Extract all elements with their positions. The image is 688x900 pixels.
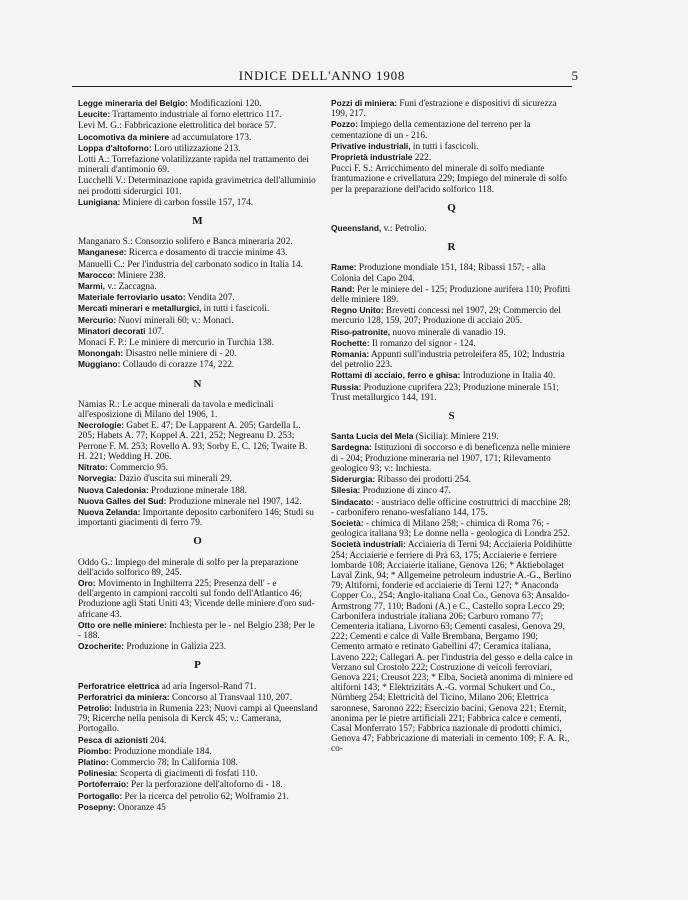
index-entry bbox=[78, 399, 318, 420]
index-entry bbox=[331, 305, 573, 326]
index-entry bbox=[78, 132, 318, 143]
entry-heading: Proprietà industriale bbox=[331, 152, 413, 163]
entry-heading: Posepny: bbox=[78, 801, 116, 812]
entry-heading: Petrolio: bbox=[78, 702, 112, 713]
entry-text: Dazio d'uscita sui minerali 29. bbox=[116, 474, 232, 485]
entry-text: Namias R.: Le acque minerali da tavola e medicinali all'esposizione di Milano del 1906, 1. bbox=[78, 399, 274, 421]
entry-text: ad accumulatore 173. bbox=[169, 132, 252, 143]
index-entry bbox=[331, 119, 573, 140]
entry-text: Onoranze 45 bbox=[115, 802, 166, 813]
index-entry bbox=[331, 497, 573, 518]
index-entry bbox=[331, 338, 573, 349]
entry-text: in tutti i fascicoli. bbox=[410, 141, 479, 152]
entry-text: Produzione minerale 188. bbox=[148, 485, 247, 496]
entry-heading: Romania: bbox=[331, 349, 370, 360]
entry-heading: Norvegia: bbox=[78, 473, 117, 484]
entry-text: Inchiesta per le - nel Belgio 238; Per le - 188. bbox=[78, 620, 315, 641]
index-entry bbox=[78, 154, 318, 175]
entry-text: Importante deposito carbonifero 146; Studi su importanti giacimenti di ferro 79. bbox=[78, 507, 314, 529]
entry-heading: Mercati minerari e metallurgici, bbox=[78, 303, 202, 314]
entry-text: 204. bbox=[147, 735, 167, 746]
entry-heading: Polinesia: bbox=[78, 768, 118, 779]
entry-heading: Nuova Zelanda: bbox=[78, 506, 141, 517]
entry-text: Appunti sull'industria petroleifera 85, 102; Industria del petrolio 223. bbox=[331, 350, 565, 371]
entry-heading: Platino: bbox=[78, 756, 109, 767]
entry-text: Brevetti concessi nel 1907, 29; Commercio del mercurio 128, 159, 207; Produzione di acciaio 205. bbox=[331, 306, 561, 327]
entry-text: Produzione minerale nel 1907, 142. bbox=[166, 496, 302, 507]
entry-text: Disastro nelle miniere di - 20. bbox=[123, 349, 237, 360]
entry-text: Funi d'estrazione e dispositivi di sicurezza 199, 217. bbox=[331, 99, 557, 120]
entry-text: Lucchelli V.: Determinazione rapida gravimetrica dell'alluminio nei prodotti siderurgici 101. bbox=[78, 176, 316, 197]
entry-heading: Perforatrici da miniera: bbox=[78, 691, 170, 702]
index-entry bbox=[331, 474, 573, 485]
index-entry bbox=[78, 507, 318, 528]
entry-heading: Portogallo: bbox=[78, 790, 123, 801]
index-entry bbox=[331, 327, 573, 338]
entry-text: Modificazioni 120. bbox=[187, 99, 262, 109]
entry-text: Produzione mondiale 151, 184; Ribassi 157; - alla Colonia del Capo 204. bbox=[331, 263, 546, 284]
entry-text: - austriaco delle officine costruttrici di macchine 28; - carbonifero renano-wesfaliano 144, 175. bbox=[331, 497, 571, 518]
index-entry bbox=[78, 757, 318, 768]
entry-heading: Società: bbox=[331, 517, 364, 528]
page-header bbox=[72, 66, 578, 87]
entry-heading: Piombo: bbox=[78, 745, 112, 756]
entry-heading: Lunigiana: bbox=[78, 196, 121, 207]
index-entry bbox=[78, 420, 318, 462]
entry-heading: Nuova Galles del Sud: bbox=[78, 495, 167, 506]
entry-heading: Loppa d'altoforno: bbox=[78, 142, 152, 153]
section-letter: R bbox=[447, 241, 457, 254]
entry-text: 222. bbox=[412, 153, 432, 164]
entry-text: v.: Petrolio. bbox=[381, 224, 427, 235]
section-letter: S bbox=[448, 410, 456, 423]
entry-heading: Locomotiva da miniere bbox=[78, 131, 170, 142]
section-letter: M bbox=[192, 215, 204, 228]
entry-heading: Rame: bbox=[331, 262, 357, 273]
index-entry bbox=[78, 791, 318, 802]
entry-text: Il romanzo del signor - 124. bbox=[369, 338, 476, 349]
entry-text: Commercio 78; In California 108. bbox=[108, 757, 238, 768]
entry-text: Monaci F. P.: Le miniere di mercurio in Turchia 138. bbox=[78, 338, 275, 349]
entry-heading: Marmi, bbox=[78, 281, 105, 292]
index-entry bbox=[78, 641, 318, 652]
index-entry bbox=[78, 802, 318, 813]
section-letter: Q bbox=[447, 201, 457, 214]
index-entry bbox=[78, 735, 318, 746]
entry-heading: Rand: bbox=[331, 283, 355, 294]
index-entry bbox=[331, 539, 573, 754]
index-entry bbox=[331, 163, 573, 195]
entry-text: Movimento in Inghilterra 225; Presenza dell' - e dell'argento in campioni raccolti sul fondo dell'Atlantico 46; Produzione agli Stati Uniti 43; Vicende delle miniere d'oro sud-africane 43. bbox=[78, 578, 315, 620]
entry-heading: Santa Lucia del Mela bbox=[331, 431, 414, 442]
entry-text: Ricerca e dosamento di traccie minime 43. bbox=[126, 248, 288, 259]
index-entry bbox=[78, 109, 318, 120]
entry-text: Nuovi minerali 60; v.: Monaci. bbox=[116, 315, 234, 326]
index-entry bbox=[78, 496, 318, 507]
entry-heading: Pozzi di miniera: bbox=[331, 98, 398, 108]
entry-text: Miniere di carbon fossile 157, 174. bbox=[120, 197, 254, 208]
index-entry bbox=[78, 557, 318, 578]
right-column bbox=[331, 98, 573, 755]
index-entry bbox=[78, 247, 318, 258]
index-entry bbox=[78, 692, 318, 703]
entry-text: - chimica di Milano 258; - chimica di Roma 76; - geologica italiana 93; Le donne nella - geologica di Londra 252. bbox=[331, 518, 570, 540]
entry-heading: Russia: bbox=[331, 381, 362, 392]
index-entry bbox=[78, 197, 318, 208]
entry-heading: Muggiano: bbox=[78, 359, 121, 370]
entry-text: Industria in Rumenia 223; Nuovi campi al Queensland 79; Ricerche nella penisola di Kerck 45; v.: Camerana, Portogallo. bbox=[78, 703, 318, 735]
index-entry bbox=[331, 485, 573, 496]
entry-text: Produzione in Galizia 223. bbox=[124, 642, 227, 653]
section-letter: P bbox=[194, 659, 202, 672]
entry-text: Manuelli C.: Per l'industria del carbonato sodico in Italia 14. bbox=[78, 259, 304, 270]
entry-heading: Mercurio: bbox=[78, 314, 117, 325]
entry-heading: Queensland, bbox=[331, 223, 382, 234]
entry-heading: Monongah: bbox=[78, 348, 124, 359]
entry-text: 107. bbox=[145, 326, 165, 337]
entry-heading: Portoferraio: bbox=[78, 779, 129, 790]
entry-text: Istituzioni di soccorso e di beneficenza nelle miniere di - 204; Produzione mineraria nel 1907, 171; Rilevamento geologico 93; v.: Inchiesta. bbox=[331, 443, 571, 474]
entry-text: Oddo G.: Impiego del minerale di solfo per la preparazione dell'acido solforico 89, 245. bbox=[78, 557, 299, 578]
entry-text: Concorso al Transvaal 110, 207. bbox=[169, 692, 293, 703]
index-entry bbox=[331, 518, 573, 539]
entry-text: in tutti i fascicoli. bbox=[201, 304, 270, 315]
index-entry bbox=[78, 681, 318, 692]
entry-heading: Ozocherite: bbox=[78, 641, 125, 652]
entry-text: Produzione cuprifera 223; Produzione minerale 151; Trust metallurgico 144, 191. bbox=[331, 382, 560, 403]
entry-text: Impiego della cementazione del terreno per la cementazione di un - 216. bbox=[331, 120, 531, 141]
entry-heading: Nitrato: bbox=[78, 462, 108, 473]
entry-text: nuovo minerale di vanadio 19. bbox=[390, 327, 506, 338]
entry-text: Per le miniere del - 125; Produzione aurifera 110; Profitti delle miniere 189. bbox=[331, 284, 571, 306]
entry-text: Acciaieria di Terni 94; Acciaieria Poldihütte 254; Acciaierie e ferriere di Prà 63, 175; Acciaierie e ferriere lombarde 108; Acciaierie italiane, Genova 126; * Aktiebolaget Laval Zink, 94; * Allgemeine petroleum industrie A.-G., Berlino 79; Altiforni, fonderie ed acciaierie di Terni 127; * Anaconda Copper Co., 254; Anglo-italiana Coal Co., Genova 63; Ansaldo-Armstrong 77, 110; Badoni (A.) e C., Castello sopra Lecco 29; Carbonifera industriale italiana 206; Carburo romano 77; Cementeria italiana, Livorno 63; Cementi casalesi, Genova 29, 222; Cementi e calce di Valle Brembana, Bergamo 190; Cemento armato e retinato Gabellini 47; Ceramica italiana, Laveno 222; Callegari A. per l'industria del gesso e della calce in Verzano sul Crostolo 222; Costruzione di veicoli ferroviari, Genova 221; Creusot 223; * Elba, Società anonima di miniere ed altiforni 143; * Elektrizitäts A.-G. vormal Schukert und Co., Nürnberg 254; Elettricità del Ticino, Milano 206; Elettrica saronnese, Saronno 222; Esercizio bacini, Genova 221; Eternit, anonima per le pietre artificiali 221; Fabbrica calce e cementi, Casal Monferrato 157; Fabbrica nazionale di prodotti chimici, Genova 47; Fabbricazione di materiali in cemento 109; F. A. R., co- bbox=[331, 540, 573, 755]
index-entry bbox=[331, 382, 573, 403]
entry-heading: Leucite: bbox=[78, 109, 111, 120]
entry-heading: Siderurgia: bbox=[331, 474, 376, 485]
entry-heading: Pozzo: bbox=[331, 119, 358, 130]
index-entry bbox=[78, 485, 318, 496]
index-entry bbox=[78, 303, 318, 314]
entry-text: Vendita 207. bbox=[185, 293, 235, 304]
entry-heading: Perforatrice elettrica bbox=[78, 680, 160, 691]
entry-text: Loro utilizzazione 213. bbox=[151, 143, 241, 154]
entry-text: Per la ricerca del petrolio 62; Wolframio 21. bbox=[122, 791, 289, 802]
section-letter: O bbox=[193, 535, 203, 548]
entry-text: Gabet E. 47; De Lapparent A. 205; Gardella L. 205; Habets A. 77; Koppel A. 221, 252; Negreanu D. 253; Perrone F. M. 253; Rovello A. 93; Sorby E. C. 126; Twaite B. H. 221; Wedding H. 206. bbox=[78, 421, 308, 462]
section-letter: N bbox=[193, 377, 203, 390]
entry-text: Produzione mondiale 184. bbox=[111, 746, 212, 757]
entry-heading: Regno Unito: bbox=[331, 305, 384, 316]
index-entry bbox=[331, 141, 573, 152]
index-entry bbox=[78, 462, 318, 473]
index-entry bbox=[331, 223, 573, 234]
index-entry bbox=[78, 236, 318, 247]
index-entry bbox=[78, 768, 318, 779]
index-entry bbox=[331, 370, 573, 381]
entry-heading: Necrologie: bbox=[78, 420, 125, 431]
index-entry bbox=[78, 175, 318, 196]
entry-heading: Sindacato: bbox=[331, 496, 374, 507]
entry-text: Commercio 95. bbox=[107, 463, 168, 474]
index-entry bbox=[331, 284, 573, 305]
entry-text: (Sicilia): Miniere 219. bbox=[413, 432, 499, 443]
entry-heading: Società industriali: bbox=[331, 539, 406, 550]
entry-text: Per la perforazione dell'altoforno di - 18. bbox=[128, 780, 283, 791]
left-column bbox=[78, 98, 318, 813]
entry-text: Introduzione in Italia 40. bbox=[460, 371, 556, 382]
entry-text: Levi M. G.: Fabbricazione elettrolitica del borace 57. bbox=[78, 121, 277, 132]
entry-heading: Manganese: bbox=[78, 247, 127, 258]
index-entry bbox=[78, 259, 318, 270]
entry-text: Pucci F. S.: Arricchimento del minerale di solfo mediante frantumazione e crivellatura 229; Impiego del minerale di solfo per la preparazione dell'acido solforico 118. bbox=[331, 164, 567, 195]
entry-text: Miniere 238. bbox=[115, 270, 166, 281]
index-entry bbox=[78, 779, 318, 790]
entry-text: Manganaro S.: Consorzio solifero e Banca mineraria 202. bbox=[78, 237, 293, 248]
entry-heading: Otto ore nelle miniere: bbox=[78, 619, 167, 630]
page-number: 5 bbox=[571, 68, 578, 83]
index-entry bbox=[78, 120, 318, 131]
index-entry bbox=[78, 281, 318, 292]
index-entry bbox=[331, 442, 573, 474]
index-entry bbox=[331, 349, 573, 370]
index-entry bbox=[78, 746, 318, 757]
entry-text: Scoperta di giacimenti di fosfati 110. bbox=[117, 769, 258, 780]
index-entry bbox=[78, 359, 318, 370]
index-entry bbox=[78, 292, 318, 303]
entry-text: Ribasso dei prodotti 254. bbox=[375, 475, 472, 486]
entry-heading: Oro: bbox=[78, 577, 96, 588]
entry-heading: Rochette: bbox=[331, 337, 370, 348]
index-entry bbox=[78, 348, 318, 359]
index-entry bbox=[78, 315, 318, 326]
index-entry bbox=[78, 270, 318, 281]
entry-heading: Riso-patronite, bbox=[331, 326, 391, 337]
entry-heading: Marocco: bbox=[78, 269, 116, 280]
entry-heading: Silesia: bbox=[331, 485, 361, 496]
index-entry bbox=[78, 143, 318, 154]
entry-heading: Materiale ferroviario usato: bbox=[78, 292, 186, 303]
entry-heading: Pesca di azionisti bbox=[78, 734, 148, 745]
index-entry bbox=[78, 703, 318, 735]
entry-text: ad aria Ingersol-Rand 71. bbox=[159, 681, 257, 692]
index-entry bbox=[78, 578, 318, 620]
entry-heading: Minatori decorati bbox=[78, 325, 146, 336]
index-entry bbox=[78, 98, 318, 109]
index-entry bbox=[331, 431, 573, 442]
index-entry bbox=[78, 326, 318, 337]
index-entry bbox=[78, 473, 318, 484]
entry-text: Produzione di zinco 47. bbox=[360, 486, 451, 497]
index-entry bbox=[331, 98, 573, 119]
entry-text: Collaudo di corazze 174, 222. bbox=[120, 360, 235, 371]
index-entry bbox=[78, 337, 318, 348]
page-title: INDICE DELL'ANNO 1908 bbox=[238, 68, 406, 83]
entry-heading: Sardegna: bbox=[331, 442, 372, 453]
entry-heading: Privative industriali, bbox=[331, 140, 411, 151]
entry-text: v.: Zaccagna. bbox=[105, 282, 157, 293]
entry-text: Lotti A.: Torrefazione volatilizzante rapida nel trattamento dei minerali d'antimonio 69. bbox=[78, 155, 309, 176]
index-entry bbox=[78, 620, 318, 641]
entry-heading: Rottami di acciaio, ferro e ghisa: bbox=[331, 370, 461, 381]
entry-heading: Nuova Caledonia: bbox=[78, 484, 149, 495]
index-entry bbox=[331, 152, 573, 163]
entry-heading: Legge mineraria del Belgio: bbox=[78, 98, 188, 108]
entry-text: Trattamento industriale al forno elettrico 117. bbox=[110, 110, 282, 121]
index-entry bbox=[331, 262, 573, 283]
